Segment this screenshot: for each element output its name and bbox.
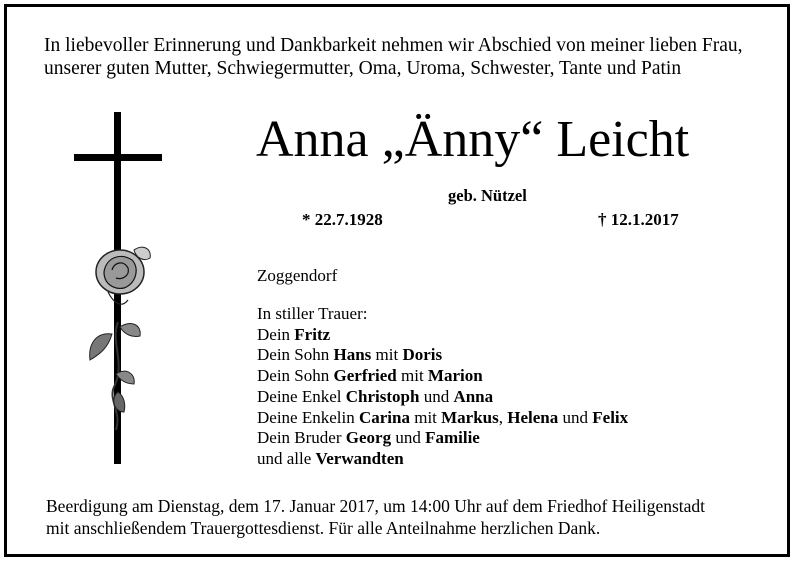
mourner-name: Verwandten bbox=[315, 448, 404, 468]
mourners-heading: In stiller Trauer: bbox=[257, 304, 368, 323]
mourner-relation: und alle bbox=[257, 448, 316, 468]
mourner-name: Gerfried bbox=[333, 366, 397, 386]
place-name: Zoggendorf bbox=[257, 266, 338, 285]
mourner-name: Hans bbox=[333, 345, 372, 365]
funeral-notice bbox=[46, 495, 766, 539]
mourner-relation: Deine Enkelin bbox=[257, 407, 359, 427]
deceased-name: Anna „Änny“ Leicht bbox=[256, 111, 690, 168]
mourner-relation: mit bbox=[371, 345, 403, 365]
mourner-line bbox=[257, 345, 757, 366]
mourner-name: Doris bbox=[402, 345, 443, 365]
intro-text bbox=[44, 34, 764, 80]
intro-line-1: In liebevoller Erinnerung und Dankbarkeit nehmen wir Abschied von meiner lieben Frau, bbox=[44, 35, 743, 56]
mourner-line bbox=[257, 387, 757, 408]
mourner-line bbox=[257, 366, 757, 387]
mourner-relation: und bbox=[419, 386, 454, 406]
intro-line-2: unserer guten Mutter, Schwiegermutter, Oma, Uroma, Schwester, Tante und Patin bbox=[44, 58, 682, 79]
mourner-name: Markus bbox=[441, 407, 499, 427]
mourner-relation: Dein bbox=[257, 324, 295, 344]
mourner-lines bbox=[257, 325, 757, 470]
mourner-relation: und bbox=[391, 428, 426, 448]
mourner-line bbox=[257, 325, 757, 346]
mourner-name: Christoph bbox=[345, 386, 420, 406]
mourners-list bbox=[257, 304, 757, 470]
footer-line-2: mit anschließendem Trauergottesdienst. Für alle Anteilnahme herzlichen Dank. bbox=[46, 518, 601, 538]
mourner-name: Felix bbox=[592, 407, 629, 427]
mourner-line bbox=[257, 408, 757, 429]
mourner-line bbox=[257, 449, 757, 470]
mourner-line bbox=[257, 428, 757, 449]
mourner-relation: und bbox=[558, 407, 593, 427]
cross-horizontal-beam bbox=[74, 154, 162, 161]
mourner-relation: mit bbox=[409, 407, 442, 427]
mourner-name: Fritz bbox=[294, 324, 331, 344]
mourner-name: Familie bbox=[425, 428, 480, 448]
mourner-name: Anna bbox=[453, 386, 494, 406]
mourner-name: Marion bbox=[427, 366, 483, 386]
death-date: † 12.1.2017 bbox=[598, 210, 679, 229]
mourner-name: Carina bbox=[358, 407, 410, 427]
mourner-relation: , bbox=[498, 407, 508, 427]
mourner-relation: Dein Bruder bbox=[257, 428, 346, 448]
birth-date: * 22.7.1928 bbox=[302, 210, 383, 229]
mourner-name: Georg bbox=[345, 428, 392, 448]
cross-icon bbox=[74, 112, 164, 464]
mourner-relation: Deine Enkel bbox=[257, 386, 346, 406]
mourner-relation: Dein Sohn bbox=[257, 366, 334, 386]
footer-line-1: Beerdigung am Dienstag, dem 17. Januar 2017, um 14:00 Uhr auf dem Friedhof Heiligenstadt bbox=[46, 496, 706, 516]
mourner-relation: Dein Sohn bbox=[257, 345, 334, 365]
mourner-name: Helena bbox=[507, 407, 559, 427]
maiden-name: geb. Nützel bbox=[448, 186, 527, 205]
mourner-relation: mit bbox=[396, 366, 428, 386]
